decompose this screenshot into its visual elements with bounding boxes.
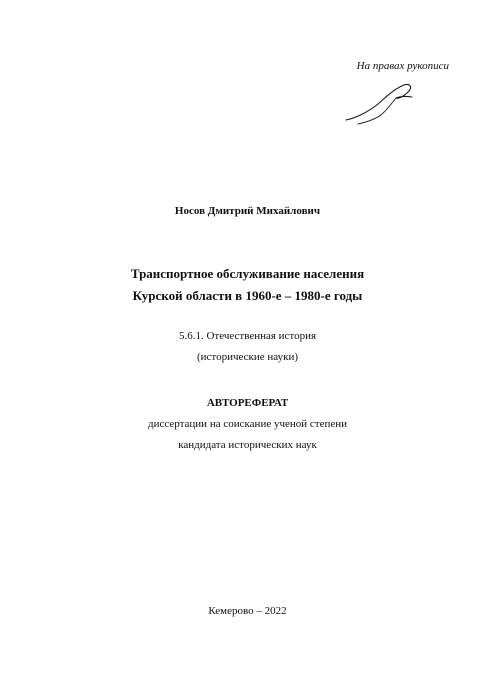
degree-purpose-line-2: кандидата исторических наук — [178, 439, 317, 451]
author-name: Носов Дмитрий Михайлович — [174, 205, 321, 217]
signature-icon — [342, 78, 422, 126]
degree-purpose-line-1: диссертации на соискание ученой степени — [147, 418, 348, 430]
specialty-code: 5.6.1. Отечественная история — [178, 330, 317, 342]
dissertation-title-line-1: Транспортное обслуживание населения — [130, 266, 365, 281]
specialty-field: (исторические науки) — [196, 351, 299, 363]
place-and-year: Кемерово – 2022 — [208, 605, 287, 617]
dissertation-title-line-2: Курской области в 1960-е – 1980-е годы — [132, 288, 363, 303]
manuscript-rights-note: На правах рукописи — [356, 60, 449, 72]
document-type-heading: АВТОРЕФЕРАТ — [206, 397, 289, 409]
